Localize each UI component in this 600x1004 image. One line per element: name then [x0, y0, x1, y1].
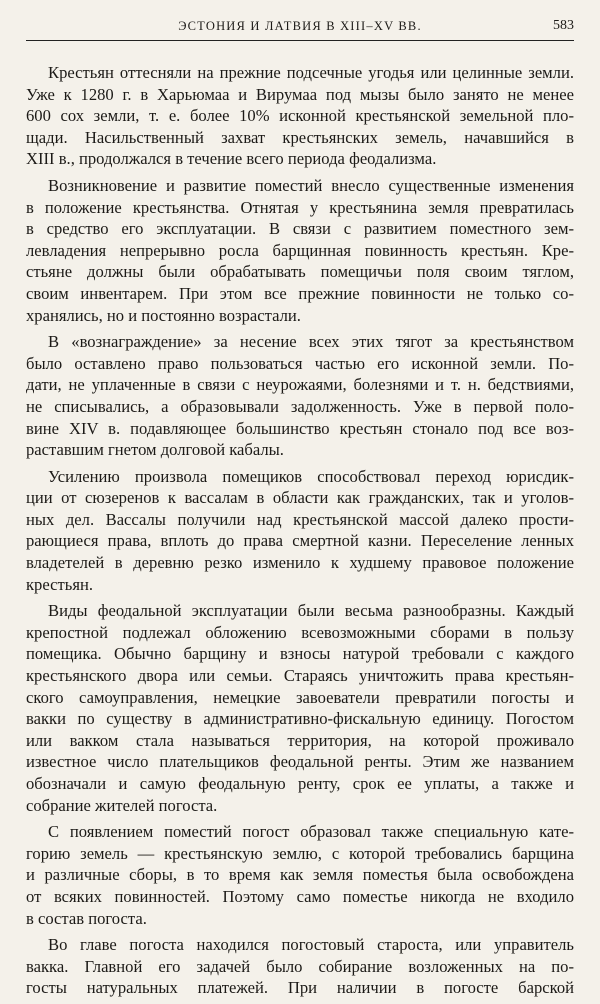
- text-line: известное число плательщиков феодальной ренты. Этим же названием: [26, 752, 574, 772]
- text-line: Крестьян оттесняли на прежние подсечные угодья или целинные земли.: [48, 63, 574, 82]
- text-line: стьяне должны были обрабатывать помещичьи поля своим тяглом,: [26, 262, 574, 282]
- paragraph: [26, 175, 574, 326]
- running-header: [26, 16, 574, 41]
- text-line: помещика. Обычно барщину и взносы натурой требовали с каждого: [26, 644, 574, 664]
- text-line: ского самоуправления, немецкие завоеватели превратили погосты и: [26, 687, 574, 707]
- running-title: ЭСТОНИЯ И ЛАТВИЯ В XIII–XV ВВ.: [178, 19, 422, 33]
- text-line: 600 сох земли, т. е. более 10% исконной крестьянской земельной пло-: [26, 106, 574, 126]
- text-line: было оставлено право пользоваться частью его исконной земли. По-: [26, 353, 574, 373]
- text-line: от всяких повинностей. Поэтому само поместье никогда не входило: [26, 886, 574, 906]
- text-line: Возникновение и развитие поместий внесло существенные изменения: [48, 175, 574, 195]
- text-line: вакка. Главной его задачей было собирание возложенных на по-: [26, 956, 574, 976]
- text-line: горию земель — крестьянскую землю, с которой требовались барщина: [26, 843, 574, 863]
- text-line: щади. Насильственный захват крестьянских земель, начавшийся в: [26, 127, 574, 147]
- paragraph: [26, 821, 574, 929]
- text-line: XIII в., продолжался в течение всего периода феодализма.: [26, 149, 437, 169]
- text-line: и различные сборы, в то время как земля поместья была освобождена: [26, 865, 574, 885]
- text-line: в состав погоста.: [26, 908, 147, 928]
- text-line: в средство его эксплуатации. В связи с развитием поместного зем-: [26, 219, 574, 239]
- text-line: рающиеся права, вплоть до права смертной казни. Переселение ленных: [26, 531, 574, 551]
- text-line: госты натуральных платежей. При наличии в погосте барской: [26, 978, 574, 998]
- text-line: Во главе погоста находился погостовый староста, или управитель: [48, 935, 574, 955]
- paragraph: [26, 62, 574, 170]
- paragraph: [26, 466, 574, 596]
- text-line: или вакком стала называться территория, на которой проживало: [26, 730, 574, 750]
- paragraph: [26, 934, 574, 999]
- text-line: хранялись, но и постоянно возрастали.: [26, 305, 301, 325]
- text-line: Уже к 1280 г. в Харьюмаа и Вирумаа под мызы было занято не менее: [26, 84, 574, 104]
- text-line: не списывались, а образовывали задолженность. Уже в первой поло-: [26, 396, 574, 416]
- text-line: раставшим гнетом долговой кабалы.: [26, 440, 284, 460]
- text-line: обозначали и самую феодальную ренту, срок ее уплаты, а также и: [26, 774, 574, 793]
- text-line: своим инвентарем. При этом все прежние повинности не только со-: [26, 283, 574, 303]
- text-line: крепостной подлежал обложению всевозможными сборами в пользу: [26, 622, 574, 642]
- body-text: [26, 62, 574, 1004]
- text-line: ции от сюзеренов к вассалам в области как гражданских, так и уголов-: [26, 488, 574, 508]
- paragraph: [26, 331, 574, 461]
- text-line: вакки по существу в административно-фискальную единицу. Погостом: [26, 709, 574, 729]
- text-line: дати, не уплаченные в связи с неурожаями, болезнями и т. н. бедствиями,: [26, 375, 574, 395]
- text-line: крестьян.: [26, 574, 93, 594]
- text-line: левладения непрерывно росла барщинная повинность крестьян. Кре-: [26, 240, 574, 260]
- text-line: ных дел. Вассалы получили над крестьянской массой далеко прости-: [26, 509, 574, 529]
- text-line: Виды феодальной эксплуатации были весьма разнообразны. Каждый: [48, 601, 574, 621]
- text-line: В «вознаграждение» за несение всех этих тягот за крестьянством: [48, 332, 574, 352]
- text-line: Усилению произвола помещиков способствовал переход юрисдик-: [48, 466, 574, 486]
- page-number: 583: [553, 18, 574, 33]
- text-line: крестьянского двора или семьи. Стараясь уничтожить права крестьян-: [26, 666, 574, 686]
- text-line: С появлением поместий погост образовал также специальную кате-: [48, 822, 574, 842]
- paragraph: [26, 600, 574, 816]
- text-line: владетелей в деревню резко изменило к худшему правовое положение: [26, 553, 574, 573]
- text-line: собрание жителей погоста.: [26, 795, 218, 815]
- text-line: вине XIV в. подавляющее большинство крестьян стонало под все воз-: [26, 418, 574, 438]
- text-line: в положение крестьянства. Отнятая у крестьянина земля превратилась: [26, 197, 574, 217]
